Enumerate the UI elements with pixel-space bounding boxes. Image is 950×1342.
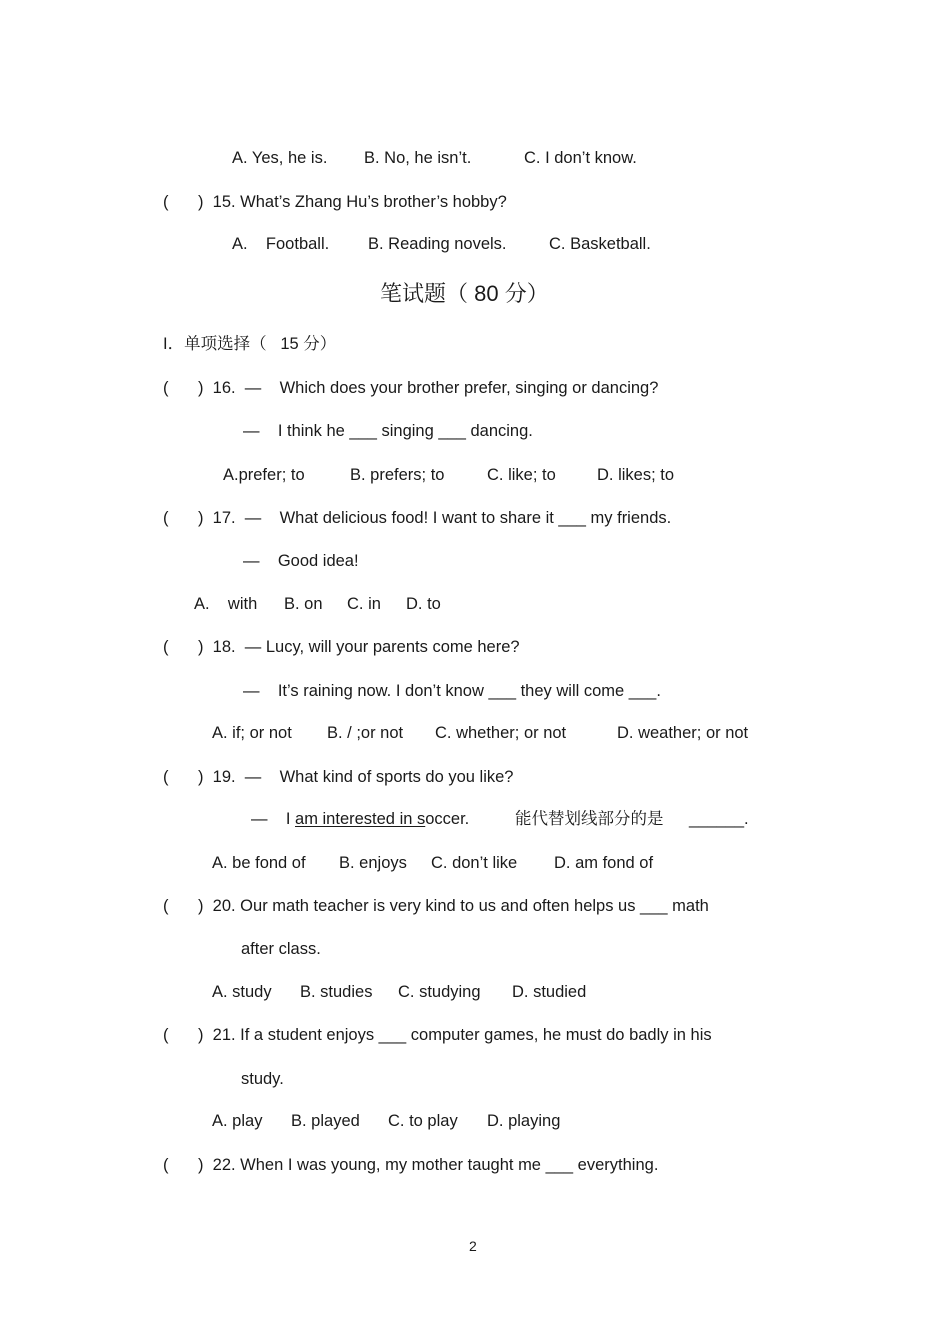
q19-option-b: B. enjoys: [339, 854, 407, 872]
q19-line2-suffix: occer.: [425, 810, 470, 828]
q16-option-c: C. like; to: [487, 466, 556, 484]
q19-stem: ) 19. — What kind of sports do you like?: [198, 768, 514, 786]
q20-option-d: D. studied: [512, 983, 587, 1001]
q15-option-a: A. Football.: [232, 235, 330, 253]
q19-bracket: (: [163, 768, 169, 786]
q17-option-d: D. to: [406, 595, 441, 613]
page-number: 2: [469, 1238, 477, 1254]
q19-option-c: C. don’t like: [431, 854, 518, 872]
q15-bracket: (: [163, 193, 169, 211]
q17-option-b: B. on: [284, 595, 323, 613]
q15-stem: ) 15. What’s Zhang Hu’s brother’s hobby?: [198, 193, 507, 211]
q17-option-a: A. with: [194, 595, 258, 613]
q19-answer-blank: ______.: [689, 810, 749, 828]
q18-option-c: C. whether; or not: [435, 724, 567, 742]
q16-bracket: (: [163, 379, 169, 397]
q19-instruction: 能代替划线部分的是: [515, 810, 664, 828]
q16-line2: — I think he ___ singing ___ dancing.: [243, 422, 533, 440]
q21-stem: ) 21. If a student enjoys ___ computer games, he must do badly in his: [198, 1026, 712, 1044]
q21-bracket: (: [163, 1026, 169, 1044]
q19-underlined-phrase: am interested in s: [295, 810, 426, 828]
part1-heading: I．单项选择（ 15 分）: [163, 335, 337, 353]
q21-option-c: C. to play: [388, 1112, 458, 1130]
q14-option-c: C. I don’t know.: [524, 149, 637, 167]
q20-option-c: C. studying: [398, 983, 481, 1001]
q18-bracket: (: [163, 638, 169, 656]
q21-line2: study.: [241, 1070, 284, 1088]
q17-line2: — Good idea!: [243, 552, 359, 570]
q19-option-a: A. be fond of: [212, 854, 306, 872]
q19-option-d: D. am fond of: [554, 854, 654, 872]
q16-option-a: A.prefer; to: [223, 466, 305, 484]
q19-line2-prefix: — I: [251, 810, 296, 828]
q22-stem: ) 22. When I was young, my mother taught me ___ everything.: [198, 1156, 659, 1174]
q19-line2: [251, 809, 469, 829]
q17-bracket: (: [163, 509, 169, 527]
q18-option-b: B. / ;or not: [327, 724, 404, 742]
q18-line2: — It’s raining now. I don’t know ___ they will come ___.: [243, 682, 661, 700]
q21-option-a: A. play: [212, 1112, 263, 1130]
q20-bracket: (: [163, 897, 169, 915]
q20-line2: after class.: [241, 940, 321, 958]
q22-bracket: (: [163, 1156, 169, 1174]
q15-option-b: B. Reading novels.: [368, 235, 507, 253]
q15-option-c: C. Basketball.: [549, 235, 651, 253]
q14-option-a: A. Yes, he is.: [232, 149, 328, 167]
q18-option-a: A. if; or not: [212, 724, 292, 742]
q18-option-d: D. weather; or not: [617, 724, 749, 742]
q14-option-b: B. No, he isn’t.: [364, 149, 472, 167]
q17-option-c: C. in: [347, 595, 381, 613]
q20-stem: ) 20. Our math teacher is very kind to us and often helps us ___ math: [198, 897, 709, 915]
q16-option-d: D. likes; to: [597, 466, 675, 484]
q21-option-d: D. playing: [487, 1112, 561, 1130]
q18-stem: ) 18. — Lucy, will your parents come here?: [198, 638, 520, 656]
q16-option-b: B. prefers; to: [350, 466, 445, 484]
q20-option-b: B. studies: [300, 983, 373, 1001]
q16-stem: ) 16. — Which does your brother prefer, singing or dancing?: [198, 379, 659, 397]
q20-option-a: A. study: [212, 983, 272, 1001]
section-title: 笔试题（ 80 分）: [380, 281, 549, 306]
q21-option-b: B. played: [291, 1112, 360, 1130]
q17-stem: ) 17. — What delicious food! I want to share it ___ my friends.: [198, 509, 672, 527]
